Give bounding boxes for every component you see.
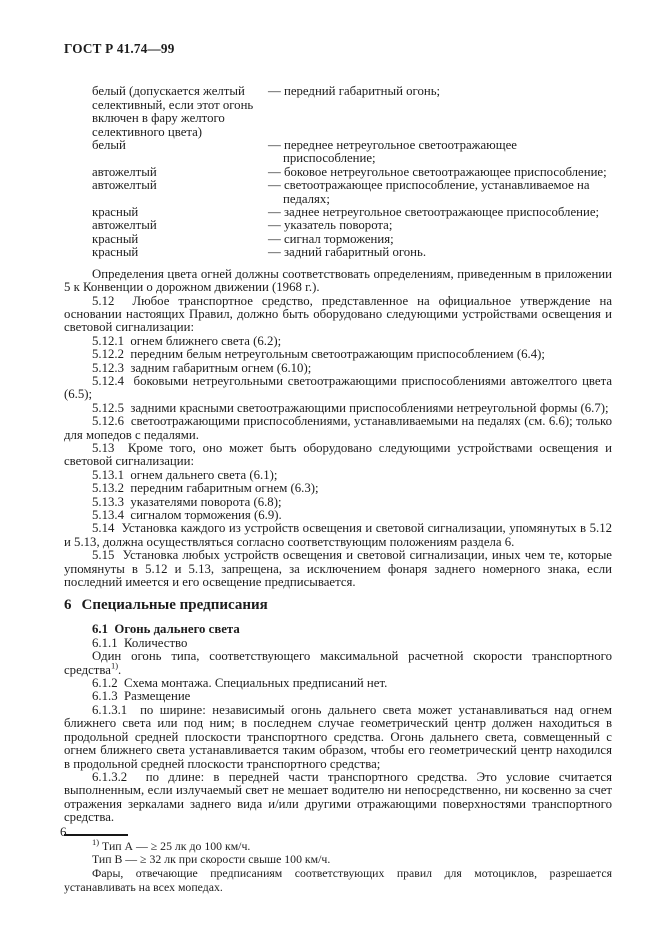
definition-text: — светоотражающее приспособление, устанавливаемое на педалях;	[268, 178, 590, 206]
footnote-rule	[64, 834, 128, 836]
clause-5-13-3: 5.13.3 указателями поворота (6.8);	[92, 494, 282, 509]
clause-6-1-1: 6.1.1 Количество	[92, 635, 188, 650]
section-6-heading-number: 6	[64, 597, 72, 614]
page-number: 6	[60, 824, 67, 839]
definition-row	[92, 246, 612, 259]
clause-6-1-1-body-text: Один огонь типа, соответствующего максимальной расчетной скорости транспортного средства	[64, 649, 612, 677]
definition-row	[92, 85, 612, 139]
footnote-marker: 1)	[92, 836, 100, 847]
subsection-6-1-heading: 6.1 Огонь дальнего света	[92, 622, 240, 637]
section-6-heading	[64, 597, 612, 613]
definition-term: автожелтый	[92, 218, 157, 233]
clause-5-12: 5.12 Любое транспортное средство, представленное на официальное утверждение на основании настоящих Правил, должно быть оборудовано следующими устройствами освещения и световой сигнализации:	[64, 293, 612, 335]
footnote-line-type-b: Тип В — ≥ 32 лк при скорости свыше 100 км/ч.	[92, 852, 331, 867]
clause-5-13-4: 5.13.4 сигналом торможения (6.9).	[92, 508, 282, 522]
definition-term: красный	[92, 245, 139, 260]
definition-row	[92, 139, 612, 166]
definition-text: — задний габаритный огонь.	[268, 245, 427, 260]
definition-term: белый (допускается желтый селективный, если этот огонь включен в фару желтого селективного цвета)	[92, 84, 254, 139]
footnote-block	[64, 834, 612, 895]
clause-5-13-1: 5.13.1 огнем дальнего света (6.1);	[92, 467, 278, 482]
clause-6-1-1-body-period: .	[118, 662, 122, 677]
color-definition-list	[92, 85, 612, 259]
footnote-line-type-a	[64, 836, 612, 854]
definition-text: — боковое нетреугольное светоотражающее приспособление;	[268, 164, 607, 179]
definition-row	[92, 166, 612, 179]
definition-text: — указатель поворота;	[268, 218, 393, 233]
definition-row	[92, 233, 612, 246]
clause-6-1-2: 6.1.2 Схема монтажа. Специальных предписаний нет.	[92, 676, 388, 691]
definition-text: — сигнал торможения;	[268, 231, 394, 246]
definition-text: — заднее нетреугольное светоотражающее приспособление;	[268, 205, 600, 220]
clause-5-12-5: 5.12.5 задними красными светоотражающими приспособлениями нетреугольной формы (6.7);	[92, 400, 609, 415]
definition-text: — переднее нетреугольное светоотражающее приспособление;	[268, 138, 517, 166]
definition-term: красный	[92, 205, 139, 220]
paragraph-color-intro: Определения цвета огней должны соответствовать определениям, приведенным в приложении 5 к Конвенции о дорожном движении (1968 г.).	[64, 266, 612, 295]
clause-5-13: 5.13 Кроме того, оно может быть оборудовано следующими устройствами освещения и световой сигнализации:	[64, 440, 612, 469]
definition-term: автожелтый	[92, 164, 157, 179]
clause-5-12-3: 5.12.3 задним габаритным огнем (6.10);	[92, 360, 312, 375]
definition-text: — передний габаритный огонь;	[268, 84, 441, 99]
clause-5-14: 5.14 Установка каждого из устройств освещения и световой сигнализации, упомянутых в 5.12 и 5.13, должна осуществляться согласно соответствующим положениям раздела 6.	[64, 521, 612, 549]
clause-6-1-3-1: 6.1.3.1 по ширине: независимый огонь дальнего света может устанавливаться над огнем ближнего света или под ним; в последнем случае геометрический центр должен находиться в продольной средней плоскости транспортного средства. Огонь дальнего света, совмещенный с огнем ближнего света устанавливается таким образом, чтобы его геометрический центр находился в продольной средней плоскости транспортного средства;	[64, 702, 612, 771]
clause-6-1-3-2: 6.1.3.2 по длине: в передней части транспортного средства. Это условие считается выполненным, если излучаемый свет не мешает водителю ни непосредственно, ни косвенно за счет отражения зеркалами заднего вида и/или другими отражающими поверхностями транспортного средства.	[64, 769, 612, 825]
definition-row	[92, 206, 612, 219]
page-content	[64, 42, 612, 895]
clause-5-12-4: 5.12.4 боковыми нетреугольными светоотражающими приспособлениями автожелтого цвета (6.5);	[64, 373, 612, 402]
doc-number-header: ГОСТ Р 41.74—99	[64, 41, 175, 56]
clause-5-13-2: 5.13.2 передним габаритным огнем (6.3);	[92, 481, 319, 496]
definition-term: белый	[92, 138, 126, 153]
clause-5-12-1: 5.12.1 огнем ближнего света (6.2);	[92, 333, 282, 348]
clause-5-12-2: 5.12.2 передним белым нетреугольным светоотражающим приспособлением (6.4);	[92, 347, 545, 362]
footnote-type-a-text: Тип А — ≥ 25 лк до 100 км/ч.	[99, 838, 251, 853]
footnote-reference-mark: 1)	[110, 660, 119, 671]
footnote-line-headlamps: Фары, отвечающие предписаниям соответствующих правил для мотоциклов, разрешается устанавливать на всех мопедах.	[64, 866, 612, 894]
clause-5-12-6: 5.12.6 светоотражающими приспособлениями, устанавливаемыми на педалях (см. 6.6); только для мопедов с педалями.	[64, 414, 612, 442]
definition-row	[92, 219, 612, 232]
section-6-heading-text: Специальные предписания	[81, 597, 268, 614]
definition-row	[92, 179, 612, 206]
clause-5-15: 5.15 Установка любых устройств освещения и световой сигнализации, иных чем те, которые упомянуты в 5.12 и 5.13, запрещена, за исключением фонаря заднего номерного знака, если последний имеется и его освещение предписывается.	[64, 548, 612, 590]
clause-6-1-3: 6.1.3 Размещение	[92, 689, 191, 704]
definition-term: красный	[92, 231, 139, 246]
definition-term: автожелтый	[92, 178, 157, 193]
clause-6-1-1-body	[64, 650, 612, 677]
